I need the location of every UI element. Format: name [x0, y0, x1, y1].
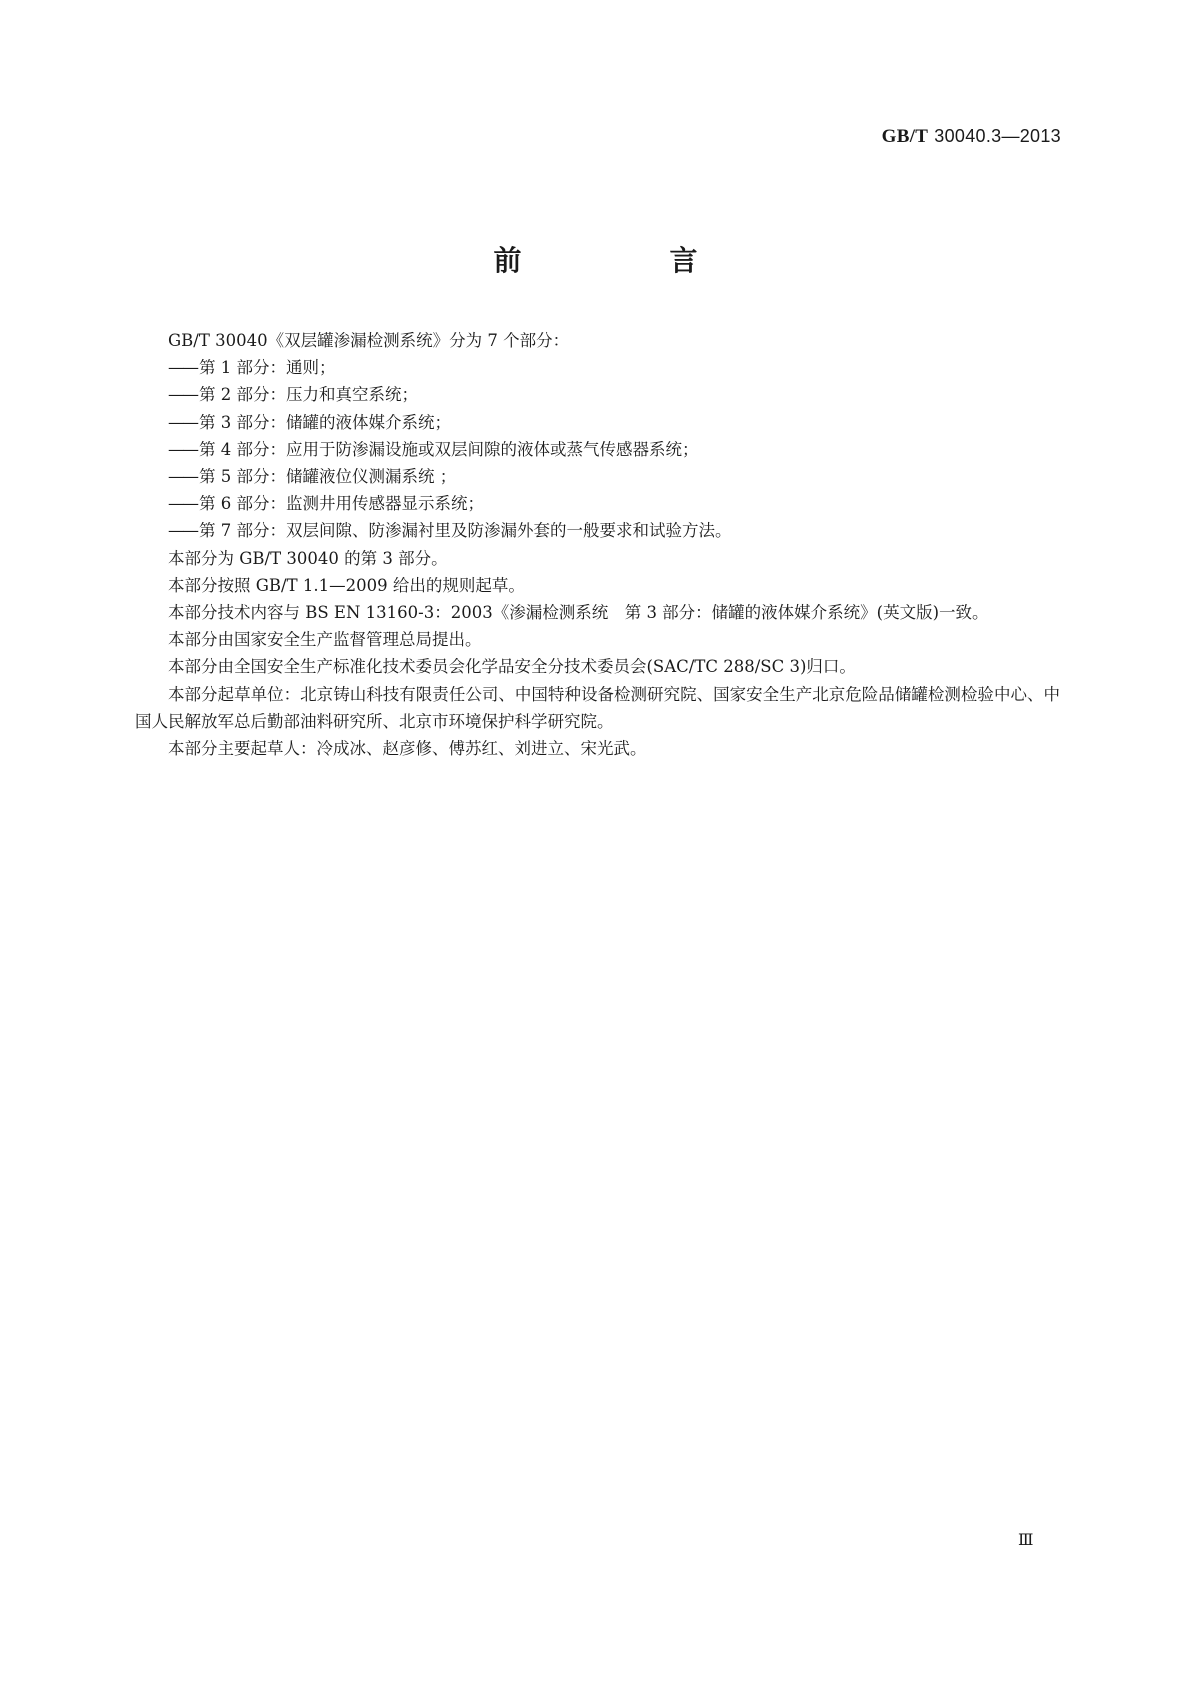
list-item-text: 第 1 部分：通则；: [199, 358, 336, 378]
list-item-part-2: [135, 381, 1060, 408]
list-item-part-3: [135, 409, 1060, 436]
paragraph-drafting-units: 本部分起草单位：北京铸山科技有限责任公司、中国特种设备检测研究院、国家安全生产北京危险品储罐检测检验中心、中国人民解放军总后勤部油料研究所、北京市环境保护科学研究院。: [135, 684, 1060, 731]
list-item-text: 第 2 部分：压力和真空系统；: [199, 385, 418, 405]
list-item-part-7: [135, 517, 1060, 544]
page-title: 前 言: [493, 243, 758, 277]
standard-prefix: GB/T: [881, 126, 929, 147]
list-item-part-5: [135, 463, 1060, 490]
list-item-part-6: [135, 490, 1060, 517]
em-dash: ——: [168, 521, 197, 541]
em-dash: ——: [168, 412, 197, 432]
list-item-part-1: [135, 354, 1060, 381]
em-dash: ——: [168, 439, 197, 459]
em-dash: ——: [168, 467, 197, 487]
intro-paragraph: GB/T 30040《双层罐渗漏检测系统》分为 7 个部分：: [168, 331, 570, 350]
em-dash: ——: [168, 385, 197, 405]
list-item-text: 第 7 部分：双层间隙、防渗漏衬里及防渗漏外套的一般要求和试验方法。: [199, 521, 732, 541]
foreword-body: [135, 327, 1060, 762]
list-item-text: 第 4 部分：应用于防渗漏设施或双层间隙的液体或蒸气传感器系统；: [199, 439, 699, 459]
paragraph-part-statement: 本部分为 GB/T 30040 的第 3 部分。: [168, 548, 448, 568]
list-item-text: 第 3 部分：储罐的液体媒介系统；: [199, 412, 451, 432]
list-item-text: 第 5 部分：储罐液位仪测漏系统 ；: [199, 467, 457, 487]
em-dash: ——: [168, 494, 197, 514]
paragraph-proposer: 本部分由国家安全生产监督管理总局提出。: [168, 630, 482, 650]
page-number: Ⅲ: [1018, 1532, 1033, 1549]
standard-number-header: [882, 126, 1061, 148]
em-dash: ——: [168, 358, 197, 378]
paragraph-drafting-rules: 本部分按照 GB/T 1.1—2009 给出的规则起草。: [168, 575, 525, 595]
paragraph-drafters: 本部分主要起草人：冷成冰、赵彦修、傅苏红、刘进立、宋光武。: [168, 739, 647, 759]
paragraph-technical-equivalence: 本部分技术内容与 BS EN 13160-3：2003《渗漏检测系统 第 3 部分：储罐的液体媒介系统》(英文版)一致。: [168, 603, 989, 623]
parts-list: [135, 354, 1060, 544]
list-item-text: 第 6 部分：监测井用传感器显示系统；: [199, 494, 484, 514]
paragraph-committee: 本部分由全国安全生产标准化技术委员会化学品安全分技术委员会(SAC/TC 288/SC 3)归口。: [168, 657, 856, 677]
standard-number: 30040.3—2013: [934, 126, 1061, 146]
list-item-part-4: [135, 436, 1060, 463]
